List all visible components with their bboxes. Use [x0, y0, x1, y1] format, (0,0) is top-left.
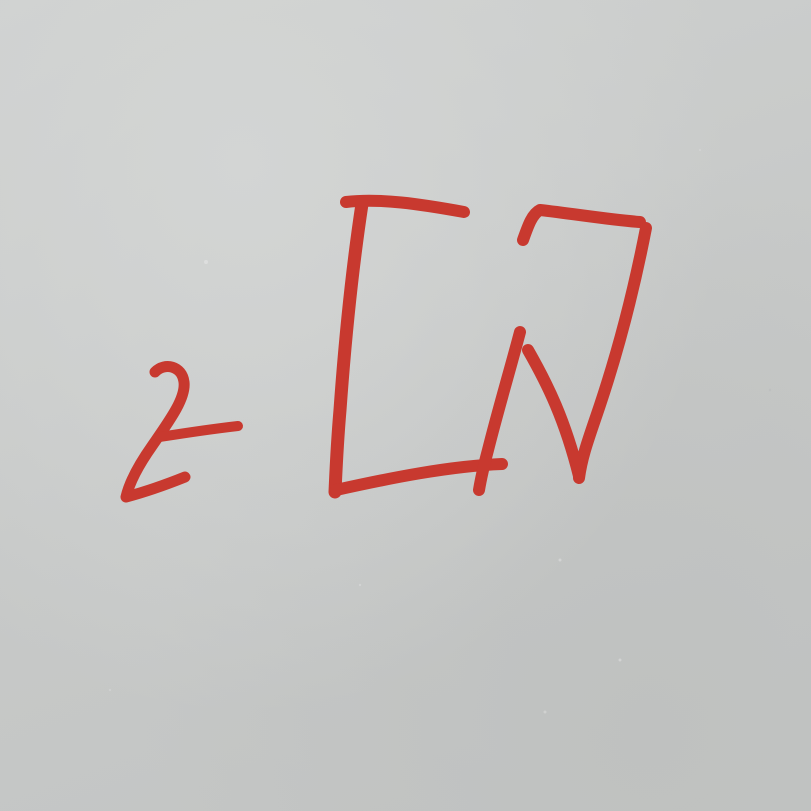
right-glyph-top-stroke: [523, 210, 640, 240]
right-glyph-right-stroke: [579, 228, 646, 478]
left-glyph-vertical-stroke: [335, 204, 362, 492]
right-glyph-diagonal-stroke: [528, 350, 579, 476]
digit-two-crossbar: [160, 426, 238, 437]
